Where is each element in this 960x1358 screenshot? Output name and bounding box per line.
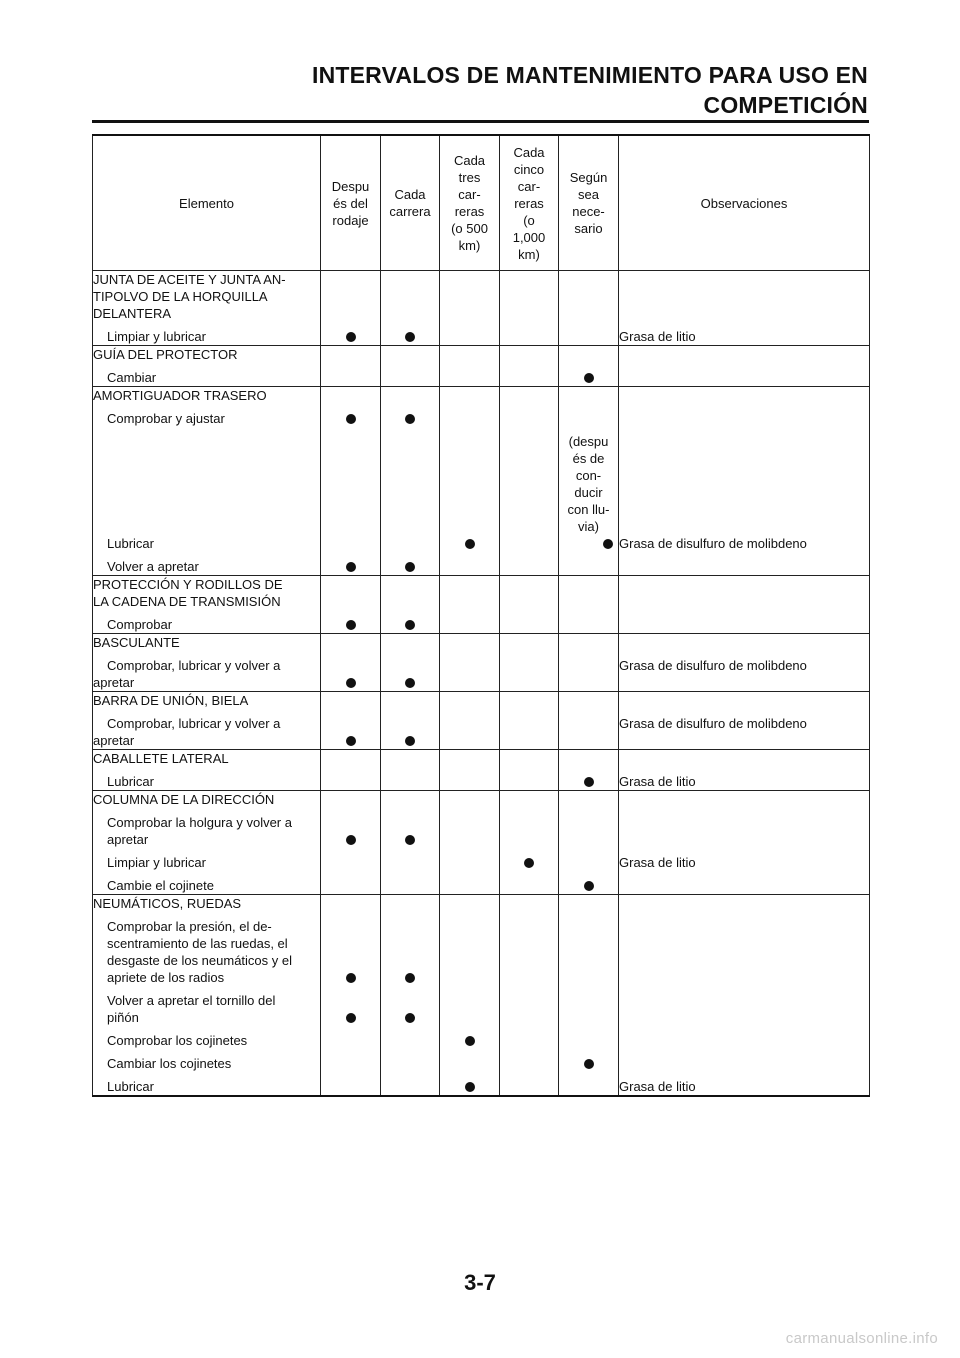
interval-every-five-races-cell <box>500 634 559 692</box>
section-title: JUNTA DE ACEITE Y JUNTA AN- TIPOLVO DE LA HORQUILLA DELANTERA <box>93 272 286 321</box>
task-label: Volver a apretar el tornillo del piñón <box>107 993 276 1025</box>
element-cell <box>93 576 321 634</box>
task-label: Limpiar y lubricar <box>107 329 206 344</box>
interval-every-five-races-cell <box>500 387 559 576</box>
remarks-cell <box>619 791 870 895</box>
interval-every-five-races-cell <box>500 895 559 1097</box>
interval-as-required-cell <box>559 346 619 387</box>
remarks-cell <box>619 634 870 692</box>
header-every-five-races: Cada cinco car- reras (o 1,000 km) <box>500 135 559 271</box>
task-label: Cambie el cojinete <box>107 878 214 893</box>
interval-dot-icon <box>405 736 415 746</box>
interval-each-race-cell <box>381 387 440 576</box>
element-cell <box>93 346 321 387</box>
task-label: Lubricar <box>107 1079 154 1094</box>
interval-as-required-cell <box>559 271 619 346</box>
element-cell <box>93 271 321 346</box>
page-number: 3-7 <box>464 1270 496 1295</box>
interval-each-race-cell <box>381 634 440 692</box>
interval-every-three-races-cell <box>440 692 500 750</box>
remark-text: Grasa de disulfuro de molibdeno <box>619 536 807 551</box>
interval-as-required-cell <box>559 576 619 634</box>
interval-each-race-cell <box>381 346 440 387</box>
maintenance-table <box>92 134 870 1097</box>
interval-every-three-races-cell <box>440 791 500 895</box>
interval-dot-icon <box>346 332 356 342</box>
interval-after-break-in-cell <box>321 634 381 692</box>
task-label: Lubricar <box>107 536 154 551</box>
element-cell <box>93 387 321 576</box>
page-title-line1: INTERVALOS DE MANTENIMIENTO PARA USO EN <box>311 62 868 88</box>
header-each-race: Cada carrera <box>381 135 440 271</box>
table-row <box>93 750 870 791</box>
interval-every-five-races-cell <box>500 346 559 387</box>
interval-every-five-races-cell <box>500 271 559 346</box>
interval-after-break-in-cell <box>321 750 381 791</box>
section-title: COLUMNA DE LA DIRECCIÓN <box>93 792 275 807</box>
element-cell <box>93 895 321 1097</box>
interval-dot-icon <box>465 539 475 549</box>
interval-every-five-races-cell <box>500 576 559 634</box>
section-title: NEUMÁTICOS, RUEDAS <box>93 896 242 911</box>
remark-text: Grasa de litio <box>619 855 696 870</box>
interval-dot-icon <box>346 973 356 983</box>
interval-as-required-cell <box>559 895 619 1097</box>
interval-dot-icon <box>405 678 415 688</box>
interval-after-break-in-cell <box>321 692 381 750</box>
header-as-required: Según sea nece- sario <box>559 135 619 271</box>
section-title: BASCULANTE <box>93 635 180 650</box>
interval-dot-icon <box>405 332 415 342</box>
header-after-break-in: Despu és del rodaje <box>321 135 381 271</box>
section-title: PROTECCIÓN Y RODILLOS DE LA CADENA DE TRANSMISIÓN <box>93 577 283 609</box>
interval-every-three-races-cell <box>440 387 500 576</box>
element-cell <box>93 634 321 692</box>
interval-dot-icon <box>346 620 356 630</box>
interval-each-race-cell <box>381 271 440 346</box>
interval-every-three-races-cell <box>440 346 500 387</box>
interval-every-three-races-cell <box>440 895 500 1097</box>
table-row <box>93 791 870 895</box>
interval-each-race-cell <box>381 576 440 634</box>
task-label: Cambiar los cojinetes <box>107 1056 232 1071</box>
interval-every-five-races-cell <box>500 750 559 791</box>
remarks-cell <box>619 576 870 634</box>
interval-dot-icon <box>465 1036 475 1046</box>
interval-every-five-races-cell <box>500 692 559 750</box>
remark-text: Grasa de litio <box>619 329 696 344</box>
interval-after-break-in-cell <box>321 271 381 346</box>
interval-dot-icon <box>346 562 356 572</box>
interval-dot-icon <box>346 835 356 845</box>
header-every-three-races: Cada tres car- reras (o 500 km) <box>440 135 500 271</box>
remarks-cell <box>619 750 870 791</box>
interval-after-break-in-cell <box>321 346 381 387</box>
section-title: AMORTIGUADOR TRASERO <box>93 388 267 403</box>
header-remarks: Observaciones <box>619 135 870 271</box>
interval-dot-icon <box>584 777 594 787</box>
interval-every-three-races-cell <box>440 271 500 346</box>
interval-dot-icon <box>405 620 415 630</box>
interval-as-required-cell <box>559 387 619 576</box>
table-row <box>93 271 870 346</box>
element-cell <box>93 791 321 895</box>
header-element: Elemento <box>93 135 321 271</box>
interval-dot-icon <box>603 539 613 549</box>
interval-dot-icon <box>524 858 534 868</box>
task-label: Limpiar y lubricar <box>107 855 206 870</box>
interval-every-five-races-cell <box>500 791 559 895</box>
table-row <box>93 387 870 576</box>
interval-dot-icon <box>405 973 415 983</box>
interval-each-race-cell <box>381 895 440 1097</box>
element-cell <box>93 750 321 791</box>
task-label: Comprobar <box>107 617 173 632</box>
table-row <box>93 576 870 634</box>
element-cell <box>93 692 321 750</box>
interval-dot-icon <box>405 562 415 572</box>
interval-after-break-in-cell <box>321 576 381 634</box>
interval-dot-icon <box>346 736 356 746</box>
remarks-cell <box>619 895 870 1097</box>
table-row <box>93 346 870 387</box>
title-rule <box>92 120 869 123</box>
interval-dot-icon <box>405 1013 415 1023</box>
table-body <box>93 271 870 1097</box>
remarks-cell <box>619 692 870 750</box>
table-row <box>93 634 870 692</box>
task-label: Comprobar, lubricar y volver a apretar <box>93 716 281 748</box>
page-title-line2: COMPETICIÓN <box>703 92 868 118</box>
interval-after-break-in-cell <box>321 895 381 1097</box>
task-label: Comprobar y ajustar <box>107 411 225 426</box>
interval-each-race-cell <box>381 750 440 791</box>
interval-after-break-in-cell <box>321 791 381 895</box>
interval-dot-icon <box>584 1059 594 1069</box>
header-row <box>93 135 870 271</box>
interval-each-race-cell <box>381 692 440 750</box>
interval-every-three-races-cell <box>440 576 500 634</box>
task-label: Lubricar <box>107 774 154 789</box>
as-required-note: (despu és de con- ducir con llu- via) <box>567 434 610 534</box>
interval-dot-icon <box>346 1013 356 1023</box>
interval-every-three-races-cell <box>440 634 500 692</box>
interval-each-race-cell <box>381 791 440 895</box>
remarks-cell <box>619 346 870 387</box>
section-title: GUÍA DEL PROTECTOR <box>93 347 238 362</box>
remarks-cell <box>619 271 870 346</box>
section-title: CABALLETE LATERAL <box>93 751 229 766</box>
task-label: Volver a apretar <box>107 559 199 574</box>
task-label: Comprobar la holgura y volver a apretar <box>107 815 292 847</box>
interval-dot-icon <box>584 881 594 891</box>
interval-as-required-cell <box>559 791 619 895</box>
interval-dot-icon <box>465 1082 475 1092</box>
interval-after-break-in-cell <box>321 387 381 576</box>
remark-text: Grasa de litio <box>619 774 696 789</box>
section-title: BARRA DE UNIÓN, BIELA <box>93 693 249 708</box>
remark-text: Grasa de disulfuro de molibdeno <box>619 658 807 673</box>
watermark: carmanualsonline.info <box>785 1330 938 1347</box>
remark-text: Grasa de litio <box>619 1079 696 1094</box>
interval-dot-icon <box>584 373 594 383</box>
task-label: Cambiar <box>107 370 157 385</box>
interval-dot-icon <box>405 835 415 845</box>
interval-as-required-cell <box>559 692 619 750</box>
interval-dot-icon <box>405 414 415 424</box>
remarks-cell <box>619 387 870 576</box>
interval-every-three-races-cell <box>440 750 500 791</box>
task-label: Comprobar la presión, el de- scentramiento de las ruedas, el desgaste de los neumáticos y el apriete de los radios <box>107 919 292 985</box>
table-row <box>93 692 870 750</box>
task-label: Comprobar los cojinetes <box>107 1033 248 1048</box>
table-row <box>93 895 870 1097</box>
interval-as-required-cell <box>559 750 619 791</box>
task-label: Comprobar, lubricar y volver a apretar <box>93 658 281 690</box>
interval-dot-icon <box>346 678 356 688</box>
remark-text: Grasa de disulfuro de molibdeno <box>619 716 807 731</box>
interval-dot-icon <box>346 414 356 424</box>
interval-as-required-cell <box>559 634 619 692</box>
